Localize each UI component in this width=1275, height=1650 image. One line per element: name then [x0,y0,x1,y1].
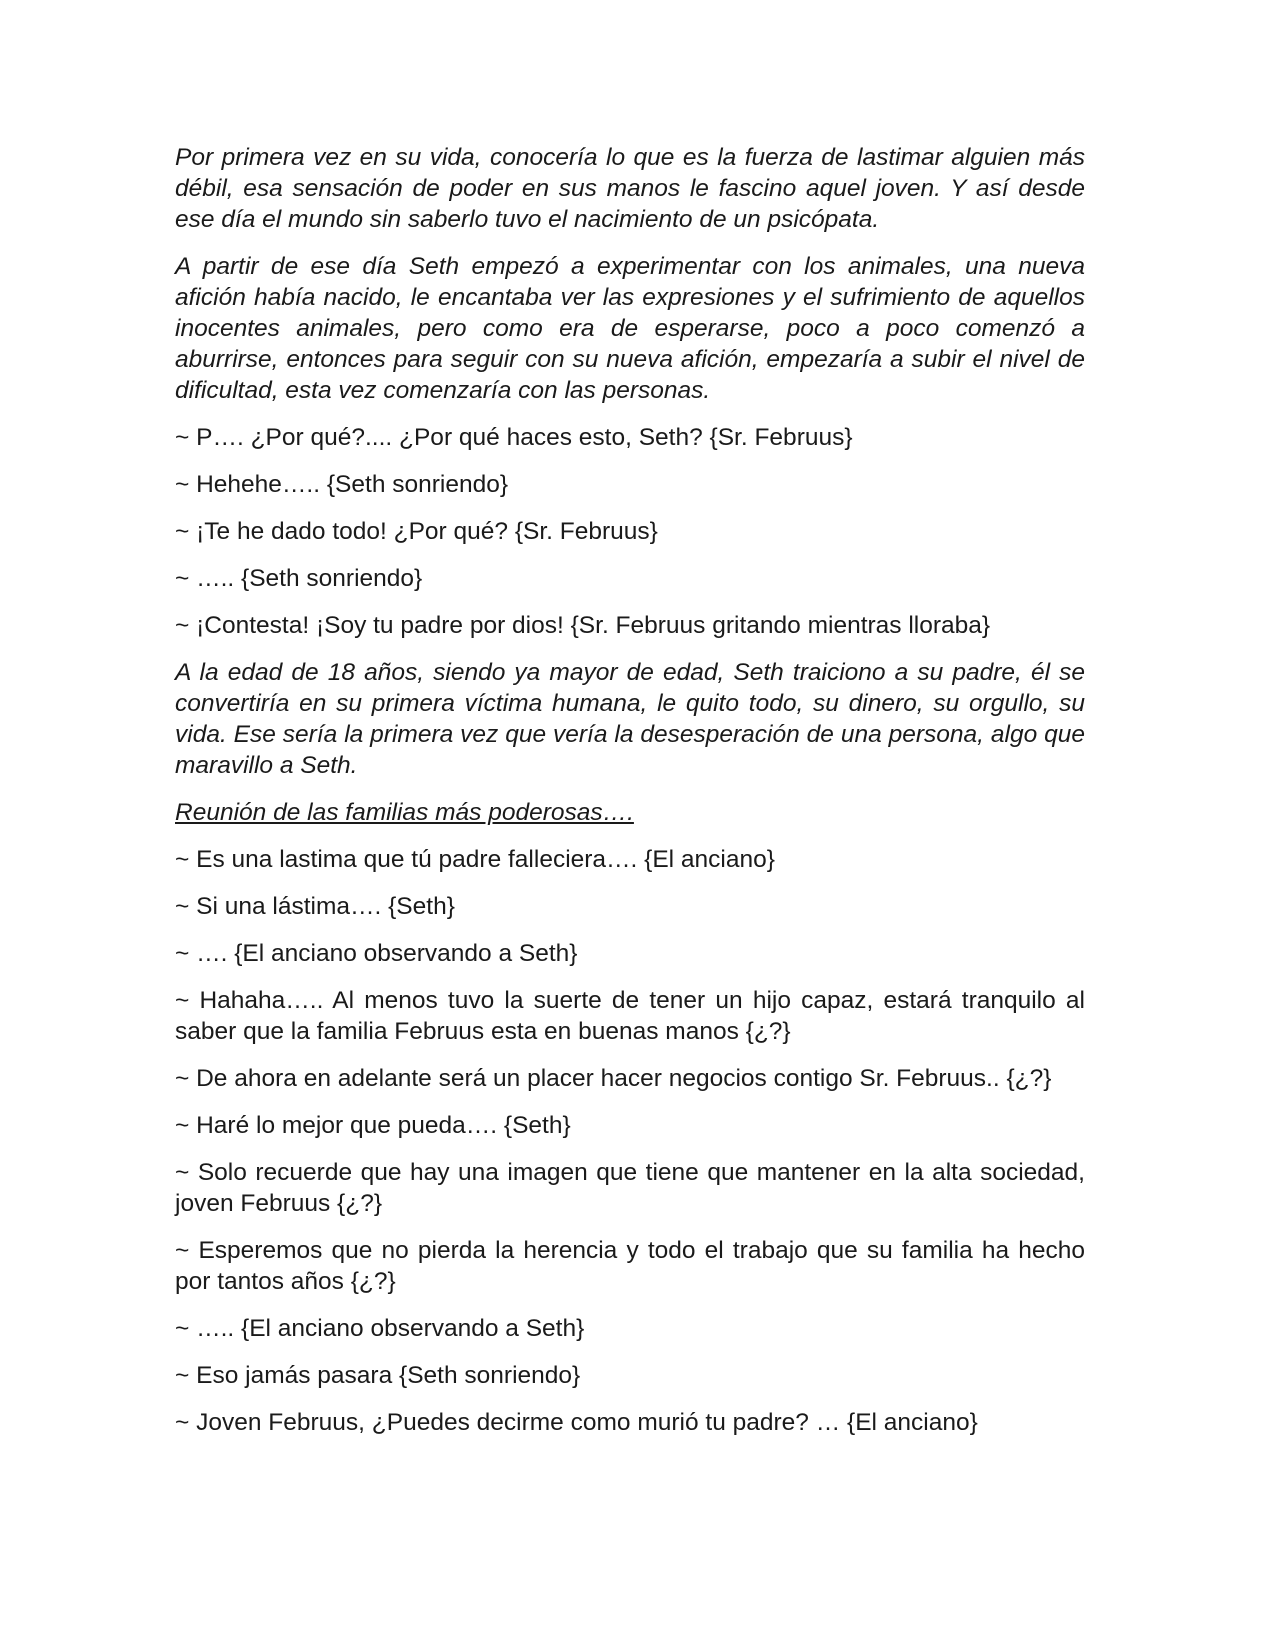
narration-paragraph: Por primera vez en su vida, conocería lo que es la fuerza de lastimar alguien más débil, esa sensación de poder en sus manos le fascino aquel joven. Y así desde ese día el mundo sin saberlo tuvo el nacimiento de un psicópata. [175,144,1085,233]
dialog-line: ~ De ahora en adelante será un placer hacer negocios contigo Sr. Februus.. {¿?} [175,1065,1052,1092]
dialog-line: ~ Si una lástima…. {Seth} [175,893,455,920]
dialog-line: ~ ….. {El anciano observando a Seth} [175,1315,585,1342]
section-heading: Reunión de las familias más poderosas…. [175,799,634,826]
dialog-line: ~ …. {El anciano observando a Seth} [175,940,578,967]
narration-paragraph: A la edad de 18 años, siendo ya mayor de edad, Seth traiciono a su padre, él se convertiría en su primera víctima humana, le quito todo, su dinero, su orgullo, su vida. Ese sería la primera vez que vería la desesperación de una persona, algo que maravillo a Seth. [175,659,1085,779]
dialog-line: ~ Hehehe….. {Seth sonriendo} [175,471,509,498]
dialog-line: ~ Hahaha….. Al menos tuvo la suerte de tener un hijo capaz, estará tranquilo al saber que la familia Februus esta en buenas manos {¿?} [175,987,1085,1045]
dialog-line: ~ ¡Te he dado todo! ¿Por qué? {Sr. Februus} [175,518,658,545]
document-page [175,142,1085,1454]
dialog-line: ~ Eso jamás pasara {Seth sonriendo} [175,1362,581,1389]
narration-paragraph: A partir de ese día Seth empezó a experimentar con los animales, una nueva afición había nacido, le encantaba ver las expresiones y el sufrimiento de aquellos inocentes animales, pero como era de esperarse, poco a poco comenzó a aburrirse, entonces para seguir con su nueva afición, empezaría a subir el nivel de dificultad, esta vez comenzaría con las personas. [175,253,1085,404]
dialog-line: ~ P…. ¿Por qué?.... ¿Por qué haces esto, Seth? {Sr. Februus} [175,424,853,451]
dialog-line: ~ Solo recuerde que hay una imagen que tiene que mantener en la alta sociedad, joven Februus {¿?} [175,1159,1085,1217]
dialog-line: ~ ¡Contesta! ¡Soy tu padre por dios! {Sr. Februus gritando mientras lloraba} [175,612,991,639]
dialog-line: ~ ….. {Seth sonriendo} [175,565,423,592]
dialog-line: ~ Haré lo mejor que pueda…. {Seth} [175,1112,571,1139]
dialog-line: ~ Esperemos que no pierda la herencia y todo el trabajo que su familia ha hecho por tantos años {¿?} [175,1237,1085,1295]
dialog-line: ~ Joven Februus, ¿Puedes decirme como murió tu padre? … {El anciano} [175,1409,978,1436]
dialog-line: ~ Es una lastima que tú padre falleciera…. {El anciano} [175,846,775,873]
